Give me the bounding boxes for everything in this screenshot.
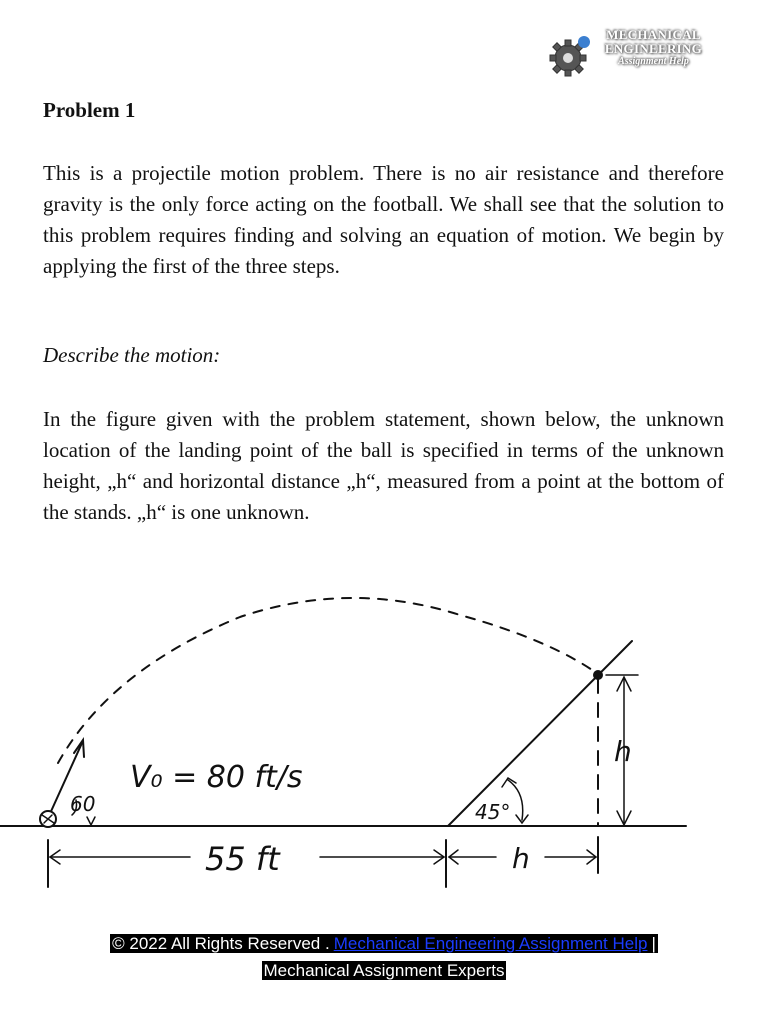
landing-point: [594, 671, 602, 679]
height-label: h: [614, 735, 632, 768]
projectile-figure: [0, 575, 768, 895]
gear-icon: [548, 34, 596, 78]
distance-label: 55 ft: [205, 840, 280, 878]
footer-brand-line: [0, 961, 768, 981]
trajectory-path: [58, 598, 598, 763]
slope-angle-label: 45°: [475, 800, 511, 824]
logo-line-3: Assignment Help: [618, 56, 689, 67]
footer-link[interactable]: Mechanical Engineering Assignment Help: [333, 934, 648, 953]
section-subheading: Describe the motion:: [43, 343, 221, 367]
footer-separator: |: [651, 934, 656, 953]
stands-slope: [448, 641, 632, 826]
site-logo: [548, 28, 713, 80]
problem-heading: Problem 1: [43, 98, 136, 122]
logo-line-1: MECHANICAL: [606, 27, 701, 42]
copyright-text: © 2022 All Rights Reserved .: [112, 934, 330, 953]
launch-angle-label: 60: [70, 792, 96, 816]
velocity-label: V₀ = 80 ft/s: [130, 760, 303, 795]
footer-brand-text: Mechanical Assignment Experts: [263, 961, 505, 980]
figure-description-paragraph: In the figure given with the problem statement, shown below, the unknown location of the landing point of the ball is specified in terms of the unknown height, „h“ and horizontal distance „h“, measured from a point at the bottom of the stands. „h“ is one unknown.: [43, 407, 724, 524]
horizontal-distance-label: h: [512, 842, 530, 875]
intro-paragraph: This is a projectile motion problem. There is no air resistance and therefore gravity is the only force acting on the football. We shall see that the solution to this problem requires finding and solving an equation of motion. We begin by applying the first of the three steps.: [43, 161, 724, 278]
footer-copyright-line: [0, 934, 768, 954]
logo-line-2: ENGINEERING: [604, 41, 703, 56]
